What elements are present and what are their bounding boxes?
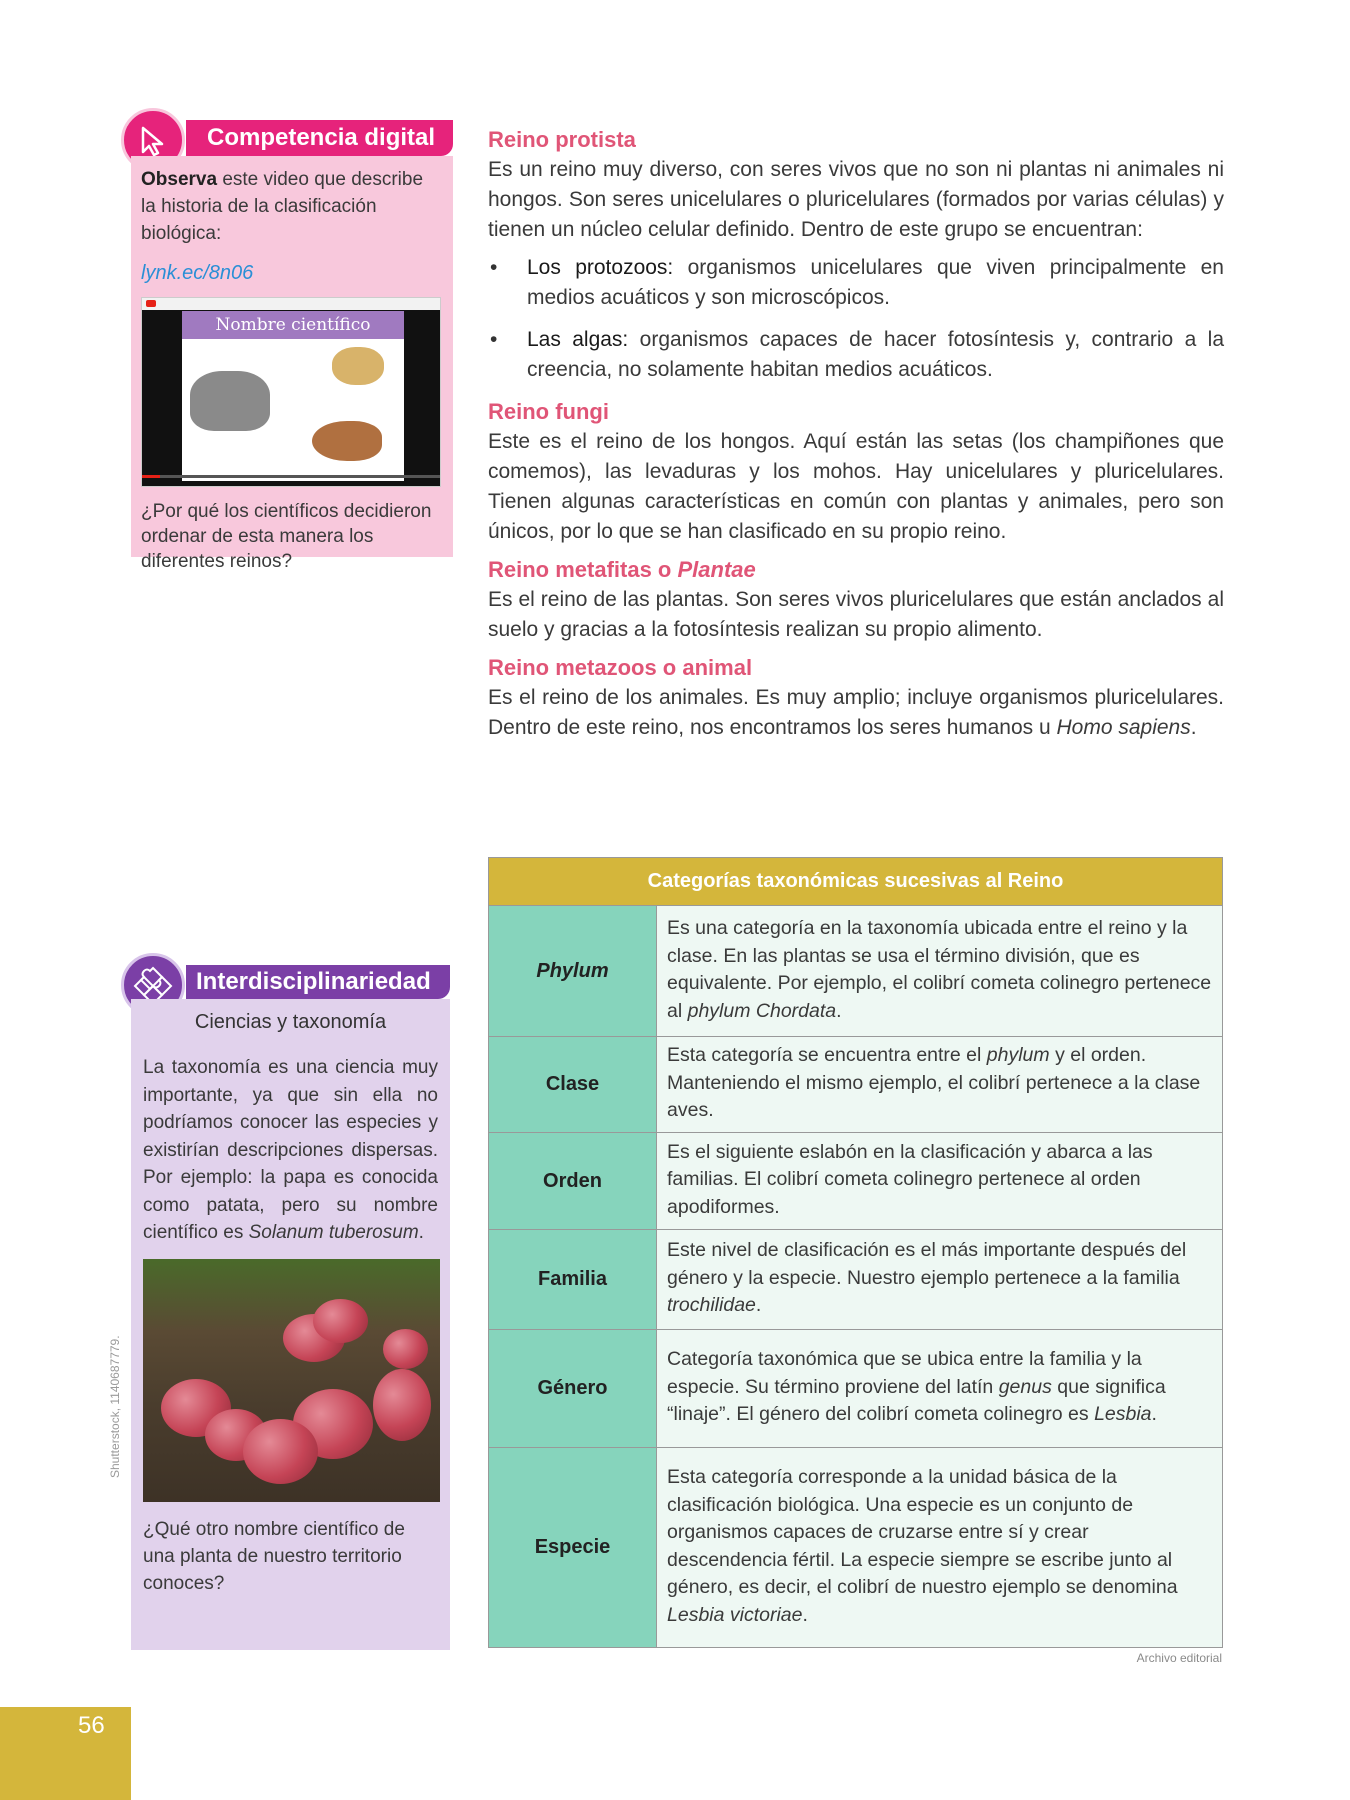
interdisciplinariedad-subtitle: Ciencias y taxonomía bbox=[194, 1011, 387, 1033]
solanum-name: Solanum tuberosum bbox=[248, 1222, 419, 1243]
algas-text: organismos capaces de hacer fotosíntesis y, contrario a la creencia, no solamente habitan medios acuáticos. bbox=[527, 328, 1225, 381]
video-slide bbox=[182, 311, 404, 481]
plantae-title: Plantae bbox=[677, 557, 756, 582]
video-link[interactable]: lynk.ec/8n06 bbox=[141, 262, 254, 284]
desc-italic: genus bbox=[998, 1375, 1052, 1398]
desc-text: Categoría taxonómica que se ubica entre la familia y la especie. Su término proviene del latín bbox=[667, 1348, 1142, 1398]
table-row bbox=[489, 1133, 1223, 1230]
reino-fungi-text: Este es el reino de los hongos. Aquí están las setas (los champiñones que comemos), las levaduras y los mohos. Hay unicelulares y pluricelulares. Tienen algunas características en común con plantas y animales, pero son únicos, por lo que se han clasificado en su propio reino. bbox=[488, 430, 1224, 543]
metafitas-title-text: Reino metafitas o bbox=[488, 557, 678, 582]
reino-metazoos-text bbox=[488, 683, 1224, 743]
desc-text: Esta categoría se encuentra entre el bbox=[667, 1044, 987, 1067]
table-row bbox=[489, 1330, 1223, 1448]
youtube-logo-icon bbox=[146, 300, 156, 307]
category-cell: Género bbox=[489, 1330, 657, 1448]
homo-sapiens: Homo sapiens bbox=[1056, 716, 1191, 739]
photo-credit: Shutterstock, 1140687779. bbox=[108, 1335, 122, 1478]
protozoos-term: Los protozoos: bbox=[527, 256, 674, 279]
table-header-row bbox=[489, 858, 1223, 906]
fox-image bbox=[312, 421, 382, 461]
table-credit: Archivo editorial bbox=[1136, 1651, 1222, 1665]
interdisciplinariedad-text bbox=[143, 1054, 438, 1247]
description-cell bbox=[657, 906, 1223, 1037]
protista-list bbox=[488, 253, 1224, 385]
category-cell: Especie bbox=[489, 1448, 657, 1648]
main-content bbox=[488, 125, 1224, 751]
description-cell bbox=[657, 1133, 1223, 1230]
desc-text: Esta categoría corresponde a la unidad básica de la clasificación biológica. Una especie es un conjunto de organismos capaces de cruzarse entre sí y crear descendencia fértil. La especie siempre se escribe junto al género, es decir, el colibrí de nuestro ejemplo se denomina bbox=[667, 1466, 1178, 1598]
table-row bbox=[489, 1230, 1223, 1330]
potato bbox=[313, 1299, 368, 1343]
competencia-digital-question: ¿Por qué los científicos decidieron ordenar de esta manera los diferentes reinos? bbox=[141, 501, 432, 572]
interdisciplinariedad-question: ¿Qué otro nombre científico de una planta de nuestro territorio conoces? bbox=[143, 1518, 405, 1594]
desc-text: que significa “linaje”. El género del colibrí cometa colinegro es bbox=[667, 1375, 1166, 1426]
reino-protista-title: Reino protista bbox=[488, 127, 636, 152]
desc-text: . bbox=[755, 1294, 762, 1317]
taxonomy-table bbox=[488, 857, 1223, 1648]
description-cell bbox=[657, 1448, 1223, 1648]
interdisciplinariedad-body bbox=[131, 999, 450, 1650]
desc-text: . bbox=[802, 1603, 808, 1626]
category-cell: Orden bbox=[489, 1133, 657, 1230]
description-cell bbox=[657, 1230, 1223, 1330]
wolf-image bbox=[190, 371, 270, 431]
metazoos-text-end: . bbox=[1190, 716, 1197, 739]
potato bbox=[383, 1329, 428, 1369]
competencia-digital-title: Competencia digital bbox=[186, 120, 453, 156]
table-row bbox=[489, 1037, 1223, 1133]
desc-italic: phylum bbox=[986, 1044, 1050, 1067]
category-cell bbox=[489, 906, 657, 1037]
intro-text: este video que describe la historia de la clasificación biológica: bbox=[141, 169, 424, 244]
desc-text: . bbox=[836, 999, 842, 1022]
taxonomia-text: La taxonomía es una ciencia muy importante, ya que sin ella no podríamos conocer las especies y existirían descripciones dispersas. Por ejemplo: la papa es conocida como patata, pero su nombre científico es bbox=[143, 1057, 438, 1243]
table-row bbox=[489, 1448, 1223, 1648]
reino-fungi-title: Reino fungi bbox=[488, 399, 609, 424]
dog-image bbox=[332, 347, 384, 385]
desc-text: Es el siguiente eslabón en la clasificación y abarca a las familias. El colibrí cometa colinegro pertenece al orden apodiformes. bbox=[667, 1140, 1153, 1218]
desc-text: Este nivel de clasificación es el más importante después del género y la especie. Nuestro ejemplo pertenece a la familia bbox=[667, 1239, 1187, 1289]
potato bbox=[373, 1369, 431, 1441]
desc-italic: Lesbia victoriae bbox=[667, 1603, 803, 1626]
competencia-digital-intro bbox=[141, 166, 443, 247]
page-number-band bbox=[0, 1707, 131, 1800]
potatoes-photo bbox=[143, 1259, 440, 1502]
metazoos-text: Es el reino de los animales. Es muy amplio; incluye organismos pluricelulares. Dentro de este reino, nos encontramos los seres humanos u bbox=[488, 686, 1224, 739]
competencia-digital-box bbox=[131, 120, 453, 572]
desc-italic: trochilidae bbox=[667, 1294, 756, 1317]
video-slide-title: Nombre científico bbox=[182, 311, 404, 339]
reino-metafitas-text: Es el reino de las plantas. Son seres vivos pluricelulares que están anclados al suelo y gracias a la fotosíntesis realizan su propio alimento. bbox=[488, 588, 1224, 641]
table-header: Categorías taxonómicas sucesivas al Reino bbox=[489, 858, 1223, 906]
taxonomia-text-end: . bbox=[418, 1222, 424, 1243]
page-number: 56 bbox=[78, 1712, 105, 1739]
protozoos-text: organismos unicelulares que viven principalmente en medios acuáticos y son microscópicos. bbox=[527, 256, 1224, 309]
video-progress-fill bbox=[142, 475, 160, 478]
table-row bbox=[489, 906, 1223, 1037]
list-item bbox=[488, 325, 1224, 385]
description-cell bbox=[657, 1330, 1223, 1448]
description-cell bbox=[657, 1037, 1223, 1133]
desc-italic: Lesbia bbox=[1094, 1403, 1152, 1426]
reino-protista-text: Es un reino muy diverso, con seres vivos que no son ni plantas ni animales ni hongos. Son seres unicelulares o pluricelulares (formados por varias células) y tienen un núcleo celular definido. Dentro de este grupo se encuentran: bbox=[488, 158, 1224, 241]
list-item bbox=[488, 253, 1224, 313]
desc-italic: phylum Chordata bbox=[687, 999, 837, 1022]
observa-label: Observa bbox=[141, 169, 218, 190]
reino-metafitas-title bbox=[488, 555, 1224, 585]
category-cell: Familia bbox=[489, 1230, 657, 1330]
category-cell: Clase bbox=[489, 1037, 657, 1133]
interdisciplinariedad-title: Interdisciplinariedad bbox=[186, 965, 450, 999]
video-top-bar bbox=[142, 298, 440, 310]
reino-metazoos-title: Reino metazoos o animal bbox=[488, 655, 753, 680]
desc-text: Es una categoría en la taxonomía ubicada entre el reino y la clase. En las plantas se usa el término división, que es equivalente. Por ejemplo, el colibrí cometa colinegro pertenece al bbox=[667, 917, 1212, 1022]
interdisciplinariedad-box bbox=[131, 965, 450, 1650]
desc-text: . bbox=[1151, 1403, 1157, 1426]
video-progress-bar[interactable] bbox=[142, 475, 440, 478]
video-thumbnail[interactable] bbox=[141, 297, 441, 487]
desc-text: y el orden. Manteniendo el mismo ejemplo, el colibrí pertenece a la clase aves. bbox=[667, 1044, 1201, 1122]
potato bbox=[243, 1419, 318, 1484]
category-phylum: Phylum bbox=[536, 959, 609, 982]
competencia-digital-body bbox=[131, 156, 453, 572]
algas-term: Las algas: bbox=[527, 328, 629, 351]
